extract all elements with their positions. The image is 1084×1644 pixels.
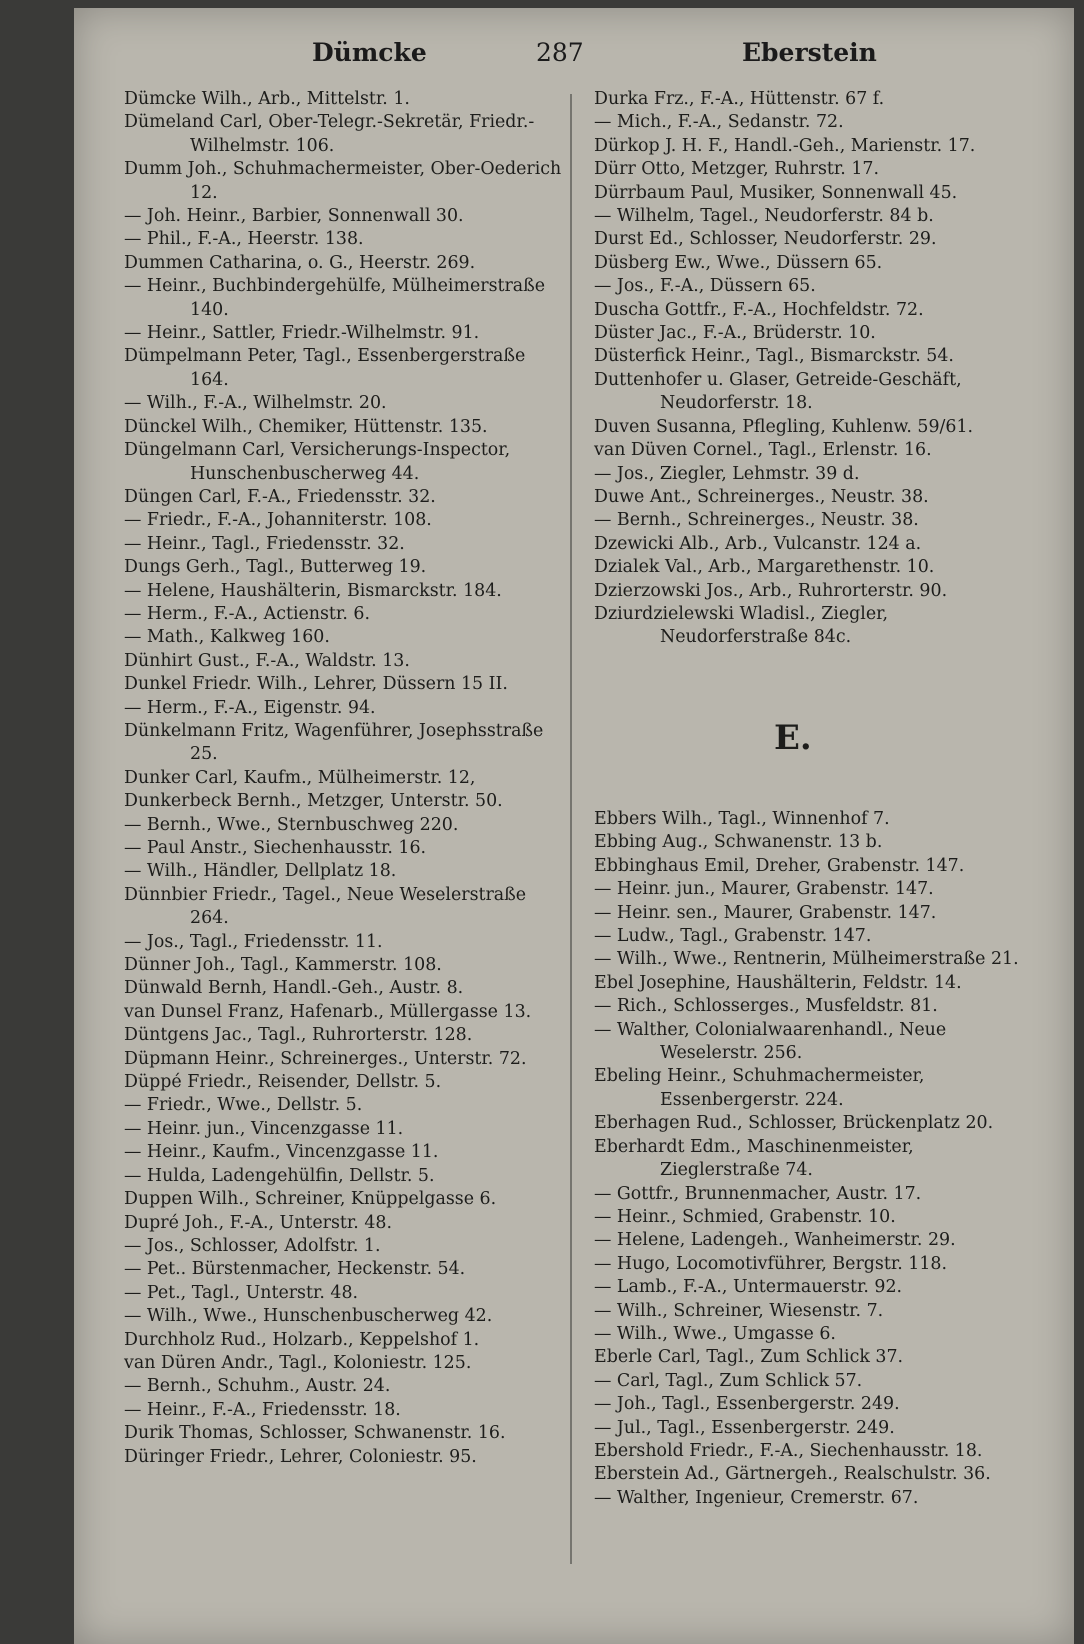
directory-entry: van Dunsel Franz, Hafenarb., Müllergasse 13. [124,1001,532,1022]
directory-entry: — Friedr., F.-A., Johanniterstr. 108. [124,510,432,531]
directory-entry: — Bernh., Schuhm., Austr. 24. [124,1376,391,1397]
directory-entry: Düpmann Heinr., Schreinerges., Unterstr. 72. [124,1048,527,1069]
directory-entry: — Wilh., F.-A., Wilhelmstr. 20. [124,393,387,414]
directory-entry: Eberstein Ad., Gärtnergeh., Realschulstr. 36. [594,1464,991,1485]
directory-entry: — Herm., F.-A., Eigenstr. 94. [124,697,376,718]
directory-entry: — Friedr., Wwe., Dellstr. 5. [124,1095,363,1116]
section-letter: E. [774,718,812,758]
directory-entry: — Heinr., Kaufm., Vincenzgasse 11. [124,1142,439,1163]
directory-entry: — Wilh., Schreiner, Wiesenstr. 7. [594,1300,884,1321]
directory-entry: — Rich., Schlosserges., Musfeldstr. 81. [594,996,938,1017]
directory-entry: Dürkop J. H. F., Handl.-Geh., Marienstr. 17. [594,135,976,156]
header-left-word: Dümcke [312,38,427,67]
directory-entry: Durst Ed., Schlosser, Neudorferstr. 29. [594,229,937,250]
directory-entry: Dünhirt Gust., F.-A., Waldstr. 13. [124,650,410,671]
directory-entry: Dümcke Wilh., Arb., Mittelstr. 1. [124,89,410,109]
directory-entry: — Jul., Tagl., Essenbergerstr. 249. [594,1417,895,1438]
directory-entry: Düngelmann Carl, Versicherungs-Inspector, Hunschenbuscherweg 44. [124,440,511,484]
directory-page [74,8,1074,1644]
directory-entry: Dünnbier Friedr., Tagel., Neue Weselerstraße 264. [124,884,527,929]
directory-entry: Düringer Friedr., Lehrer, Coloniestr. 95. [124,1446,477,1467]
directory-entry: — Wilh., Händler, Dellplatz 18. [124,861,397,882]
directory-entry: Dzierzowski Jos., Arb., Ruhrorterstr. 90. [594,580,948,601]
directory-entry: — Wilh., Wwe., Hunschenbuscherweg 42. [124,1306,493,1327]
directory-entry: — Joh., Tagl., Essenbergerstr. 249. [594,1394,900,1415]
directory-entry: — Bernh., Schreinerges., Neustr. 38. [594,510,919,531]
directory-entry: — Wilh., Wwe., Umgasse 6. [594,1323,836,1344]
directory-entry: Dungs Gerh., Tagl., Butterweg 19. [124,557,427,578]
directory-entry: Ebel Josephine, Haushälterin, Feldstr. 14. [594,972,962,993]
directory-entry: Ebeling Heinr., Schuhmachermeister, Essenbergerstr. 224. [594,1066,925,1110]
directory-entry: — Walther, Ingenieur, Cremerstr. 67. [594,1487,919,1508]
directory-entry: — Jos., F.-A., Düssern 65. [594,276,816,297]
directory-entry: Dziurdzielewski Wladisl., Ziegler, Neudorferstraße 84c. [594,603,889,648]
directory-entry: — Ludw., Tagl., Grabenstr. 147. [594,926,872,947]
directory-entry: Eberhardt Edm., Maschinenmeister, Zieglerstraße 74. [594,1136,914,1181]
directory-entry: — Wilh., Wwe., Rentnerin, Mülheimerstraße 21. [594,949,1019,970]
page-number: 287 [536,38,584,67]
directory-entry: — Helene, Haushälterin, Bismarckstr. 184. [124,580,502,601]
directory-entry: Dünwald Bernh, Handl.-Geh., Austr. 8. [124,978,464,999]
directory-entry: — Paul Anstr., Siechenhausstr. 16. [124,838,427,858]
directory-entry: — Lamb., F.-A., Untermauerstr. 92. [594,1277,903,1298]
directory-entry: Düsterfick Heinr., Tagl., Bismarckstr. 54. [594,346,954,367]
directory-entry: Durik Thomas, Schlosser, Schwanenstr. 16. [124,1423,506,1444]
directory-entry: — Heinr., F.-A., Friedensstr. 18. [124,1399,401,1420]
directory-entry: van Düven Cornel., Tagl., Erlenstr. 16. [594,440,932,461]
directory-entry: — Bernh., Wwe., Sternbuschweg 220. [124,814,459,835]
directory-entry: — Jos., Tagl., Friedensstr. 11. [124,931,383,952]
directory-entry: Dzialek Val., Arb., Margarethenstr. 10. [594,557,935,578]
directory-entry: Duppen Wilh., Schreiner, Knüppelgasse 6. [124,1189,497,1210]
directory-entry: — Pet., Tagl., Unterstr. 48. [124,1282,359,1303]
directory-entry: Eberhagen Rud., Schlosser, Brückenplatz 20. [594,1113,994,1134]
directory-entry: — Carl, Tagl., Zum Schlick 57. [594,1370,863,1391]
directory-entry: Düsberg Ew., Wwe., Düssern 65. [594,252,883,273]
directory-entry: Dürr Otto, Metzger, Ruhrstr. 17. [594,159,880,180]
directory-entry: — Helene, Ladengeh., Wanheimerstr. 29. [594,1230,956,1251]
directory-entry: Düngen Carl, F.-A., Friedensstr. 32. [124,486,436,507]
directory-entry: Dzewicki Alb., Arb., Vulcanstr. 124 a. [594,533,922,554]
page-header [74,38,1074,78]
directory-entry: Ebershold Friedr., F.-A., Siechenhausstr. 18. [594,1440,983,1461]
directory-entry: Ebbing Aug., Schwanenstr. 13 b. [594,832,883,853]
directory-entry: — Heinr., Sattler, Friedr.-Wilhelmstr. 91. [124,323,480,344]
directory-entry: Dümpelmann Peter, Tagl., Essenbergerstraße 164. [124,346,526,390]
directory-entry: — Heinr., Tagl., Friedensstr. 32. [124,533,405,554]
directory-entry: — Jos., Schlosser, Adolfstr. 1. [124,1235,381,1256]
directory-entry: Duttenhofer u. Glaser, Getreide-Geschäft, Neudorferstr. 18. [594,369,962,414]
directory-entry: Duscha Gottfr., F.-A., Hochfeldstr. 72. [594,299,924,320]
directory-entry: — Wilhelm, Tagel., Neudorferstr. 84 b. [594,206,934,227]
directory-entry: — Heinr. sen., Maurer, Grabenstr. 147. [594,902,937,923]
directory-entry: Eberle Carl, Tagl., Zum Schlick 37. [594,1347,904,1368]
directory-entry: — Mich., F.-A., Sedanstr. 72. [594,112,844,133]
directory-entry: — Math., Kalkweg 160. [124,627,330,648]
directory-entry: Düster Jac., F.-A., Brüderstr. 10. [594,323,876,344]
directory-entry: Dünckel Wilh., Chemiker, Hüttenstr. 135. [124,416,488,437]
directory-entry: Duven Susanna, Pflegling, Kuhlenw. 59/61. [594,416,974,437]
directory-entry: Dünkelmann Fritz, Wagenführer, Josephsstraße 25. [124,720,544,765]
directory-entry: Durchholz Rud., Holzarb., Keppelshof 1. [124,1329,480,1350]
directory-entry: Dümeland Carl, Ober-Telegr.-Sekretär, Friedr.-Wilhelmstr. 106. [124,112,535,156]
directory-entry: — Joh. Heinr., Barbier, Sonnenwall 30. [124,206,464,227]
column-divider [570,94,572,1564]
right-column-d-entries [594,88,1034,650]
directory-entry: Dunkel Friedr. Wilh., Lehrer, Düssern 15 II. [124,674,508,695]
directory-entry: Dünner Joh., Tagl., Kammerstr. 108. [124,955,442,976]
directory-entry: — Phil., F.-A., Heerstr. 138. [124,229,364,250]
directory-entry: Ebbinghaus Emil, Dreher, Grabenstr. 147. [594,855,965,876]
right-column-e-entries [594,808,1034,1510]
directory-entry: Duwe Ant., Schreinerges., Neustr. 38. [594,486,929,507]
directory-entry: Düppé Friedr., Reisender, Dellstr. 5. [124,1072,442,1093]
directory-entry: Dumm Joh., Schuhmachermeister, Ober-Oederich 12. [124,159,562,203]
directory-entry: — Gottfr., Brunnenmacher, Austr. 17. [594,1183,922,1204]
directory-entry: — Jos., Ziegler, Lehmstr. 39 d. [594,463,860,484]
directory-entry: — Heinr. jun., Vincenzgasse 11. [124,1118,404,1139]
directory-entry: — Heinr. jun., Maurer, Grabenstr. 147. [594,879,934,900]
directory-entry: — Walther, Colonialwaarenhandl., Neue Weselerstr. 256. [594,1019,947,1064]
directory-entry: — Pet.. Bürstenmacher, Heckenstr. 54. [124,1259,466,1280]
header-right-word: Eberstein [742,38,877,67]
directory-entry: Dunkerbeck Bernh., Metzger, Unterstr. 50. [124,791,503,812]
directory-entry: — Hulda, Ladengehülfin, Dellstr. 5. [124,1165,435,1186]
directory-entry: Dummen Catharina, o. G., Heerstr. 269. [124,252,476,273]
directory-entry: — Hugo, Locomotivführer, Bergstr. 118. [594,1253,948,1274]
left-column [124,88,564,1469]
directory-entry: — Herm., F.-A., Actienstr. 6. [124,603,370,624]
directory-entry: Dürrbaum Paul, Musiker, Sonnenwall 45. [594,182,958,203]
directory-entry: Ebbers Wilh., Tagl., Winnenhof 7. [594,809,890,829]
directory-entry: — Heinr., Schmied, Grabenstr. 10. [594,1206,896,1227]
directory-entry: Dunker Carl, Kaufm., Mülheimerstr. 12, [124,767,476,788]
directory-entry: Durka Frz., F.-A., Hüttenstr. 67 f. [594,89,885,109]
directory-entry: van Düren Andr., Tagl., Koloniestr. 125. [124,1352,472,1373]
directory-entry: Düntgens Jac., Tagl., Ruhrorterstr. 128. [124,1025,473,1046]
directory-entry: — Heinr., Buchbindergehülfe, Mülheimerstraße 140. [124,276,546,320]
directory-entry: Dupré Joh., F.-A., Unterstr. 48. [124,1212,393,1233]
